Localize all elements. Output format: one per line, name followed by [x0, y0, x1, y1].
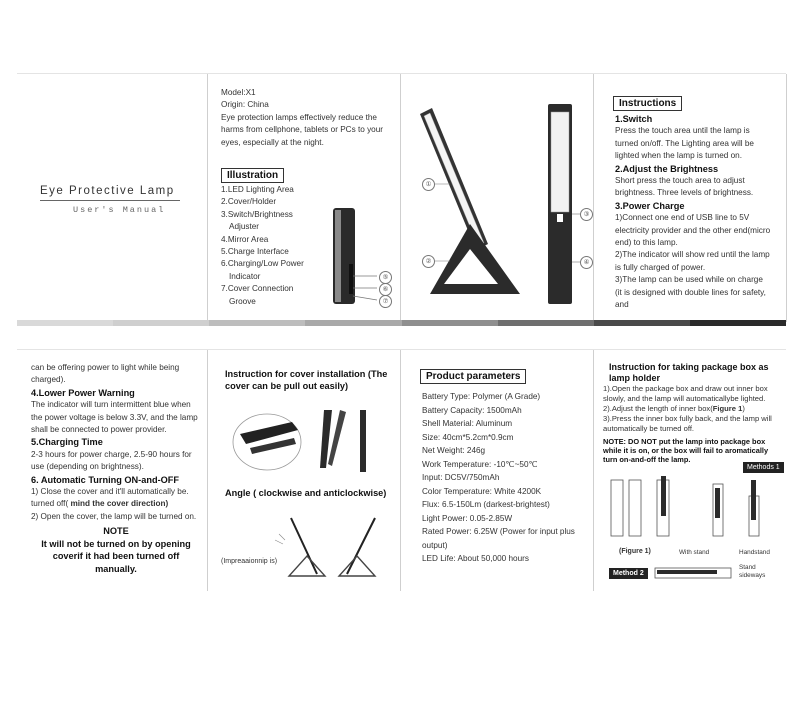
instructions-body [615, 113, 771, 312]
param-item: Flux: 6.5-150Lm (darkest-brightest) [422, 500, 550, 509]
charging-time-text: 2-3 hours for power charge, 2.5-90 hours for use (depending on brightness). [31, 449, 192, 472]
params-list [422, 390, 582, 566]
part-item: Indicator [229, 271, 261, 281]
auto-step-1: 1) Close the cover and it'll automatically be. turned off( mind the cover direction) [31, 487, 189, 509]
param-item: Size: 40cm*5.2cm*0.9cm [422, 432, 514, 442]
cover-install-panel [207, 350, 401, 591]
param-item: Input: DC5V/750mAh [422, 473, 500, 482]
param-item: Net Weight: 246g [422, 446, 486, 455]
auto-heading: 6. Automatic Turning ON-and-OFF [31, 474, 180, 485]
part-item: 5.Charge Interface [221, 247, 289, 257]
param-item: Shell Material: Aluminum [422, 419, 513, 428]
callout-4: ④ [580, 256, 593, 269]
callout-1: ① [422, 178, 435, 191]
power-step-3: 3)The lamp can be used while on charge (it is designed with double lines for safety, and [615, 275, 766, 310]
methods-1-badge: Methods 1 [743, 462, 784, 473]
manual-title: Eye Protective Lamp [40, 185, 175, 197]
illustration-heading [221, 165, 284, 183]
power-step-2: 2)The indicator will show red until the lamp is fully charged of power. [615, 250, 770, 272]
param-item: Battery Capacity: 1500mAh [422, 405, 522, 415]
callout-7: ⑦ [379, 295, 392, 308]
method-2-badge: Method 2 [609, 568, 648, 579]
continued-text: can be offering power to light while being charged). [31, 363, 180, 385]
description: Eye protection lamps effectively reduce the harms from cellphone, tablets or PCs to your eyes, especially at the night. [221, 112, 383, 147]
continued-body [31, 362, 201, 575]
params-panel [400, 350, 594, 591]
lamp-diagram [410, 94, 590, 314]
params-title: Product parameters [420, 369, 526, 384]
manual-subtitle: User's Manual [73, 205, 166, 215]
package-title: Instruction for taking package box as lamp holder [609, 362, 769, 383]
callout-3: ③ [580, 208, 593, 221]
origin: Origin: China [221, 100, 269, 110]
param-item: Rated Power: 6.25W (Power for input plus output) [422, 527, 575, 550]
part-item: 7.Cover Connection [221, 284, 294, 294]
package-step-2: 2).Adjust the length of inner box(Figure 1) [603, 404, 745, 413]
part-item: Adjuster [229, 222, 260, 232]
intro-panel [207, 74, 401, 322]
cover-install-title: Instruction for cover installation (The cover can be pull out easily) [225, 369, 388, 391]
param-item: Work Temperature: -10℃~50℃ [422, 459, 538, 469]
charging-time-heading: 5.Charging Time [31, 437, 103, 448]
angle-title: Angle ( clockwise and anticlockwise) [225, 488, 387, 498]
part-item: Groove [229, 296, 256, 306]
intro-text [221, 87, 397, 149]
gradient-strip [17, 320, 786, 326]
param-item: Light Power: 0.05-2.85W [422, 513, 513, 523]
manual-sheet-back [17, 349, 786, 591]
part-item: 3.Switch/Brightness [221, 209, 293, 219]
switch-text: Press the touch area until the lamp is turned on/off. The Lighting area will be lighted when the lamp is turned on. [615, 126, 754, 161]
callout-6: ⑥ [379, 283, 392, 296]
package-note: NOTE: DO NOT put the lamp into package box while it is on, or the box will fail to aromatically turn on-and-off the lamp. [603, 437, 769, 464]
instructions-heading [613, 93, 682, 111]
part-item: 6.Charging/Low Power [221, 259, 304, 269]
sideways-illustration [653, 564, 735, 582]
brightness-text: Short press the touch area to adjust brightness. Three levels of brightness. [615, 176, 754, 198]
brightness-heading: 2.Adjust the Brightness [615, 163, 719, 174]
note-text: It will not be turned on by opening coverif it had been turned off manually. [41, 538, 191, 574]
part-item: 1.LED Lighting Area [221, 185, 294, 194]
power-step-1: 1)Connect one end of USB line to 5V electricity provider and the other end(micro end) to this lamp. [615, 213, 771, 248]
param-item: Color Temperature: White 4200K [422, 486, 542, 496]
diagram-panel [400, 74, 594, 322]
package-step-1: 1).Open the package box and draw out inner box slowly, and the lamp will automaticallybe lighted. [603, 384, 768, 403]
param-item: LED Life: About 50,000 hours [422, 554, 529, 563]
low-power-text: The indicator will turn intermittent blue when the power voltage is below 3.3V, and the lamp shall be connected to power provider. [31, 400, 198, 435]
title-rule [40, 200, 180, 201]
handstand-label: Handstand [739, 549, 770, 556]
illustration-title: Illustration [221, 168, 284, 183]
cover-install-illustration [232, 400, 392, 480]
angle-label: (Impreaaionnip is) [221, 558, 278, 565]
auto-step-2: 2) Open the cover, the lamp will be turned on. [31, 511, 197, 521]
note-heading: NOTE [103, 526, 129, 537]
continued-panel [17, 350, 208, 591]
instructions-panel [593, 74, 787, 322]
package-steps [603, 384, 781, 434]
cover-panel [17, 74, 208, 322]
figure-1-label: (Figure 1) [619, 548, 651, 555]
model: Model:X1 [221, 88, 256, 97]
package-panel [593, 350, 786, 591]
low-power-heading: 4.Lower Power Warning [31, 387, 135, 398]
param-item: Battery Type: Polymer (A Grade) [422, 392, 541, 401]
switch-heading: 1.Switch [615, 114, 653, 124]
package-step-3: 3).Press the inner box fully back, and the lamp will automatically be turned off. [603, 414, 772, 433]
with-stand-label: With stand [679, 549, 710, 556]
params-heading [420, 366, 526, 384]
callout-5: ⑤ [379, 271, 392, 284]
callout-2: ② [422, 255, 435, 268]
part-item: 4.Mirror Area [221, 234, 269, 244]
stand-sideways-label: Stand sideways [739, 564, 766, 579]
part-item: 2.Cover/Holder [221, 197, 277, 207]
instructions-title: Instructions [613, 96, 682, 111]
manual-sheet-front [17, 73, 786, 322]
power-heading: 3.Power Charge [615, 200, 685, 211]
angle-illustration [267, 510, 397, 585]
parts-list [221, 184, 321, 308]
package-illustration [603, 474, 783, 549]
